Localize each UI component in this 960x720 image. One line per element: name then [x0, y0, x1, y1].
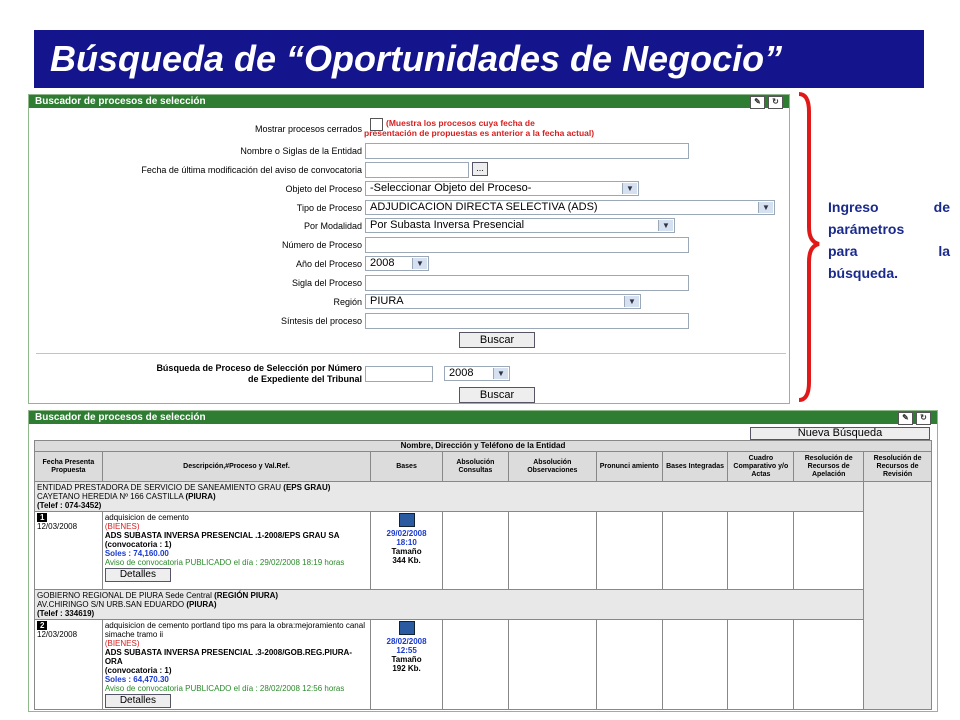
modalidad-select[interactable] [365, 218, 675, 233]
region-value: PIURA [370, 295, 404, 307]
desc-convocatoria: (convocatoria : 1) [104, 540, 172, 549]
bases-date: 29/02/2008 [386, 529, 427, 538]
entity-phone: (Telef : 334619) [37, 609, 95, 618]
bases-cell[interactable] [371, 512, 443, 590]
desc-soles: Soles : 74,160.00 [104, 549, 169, 558]
side-note-line3: para la [828, 243, 950, 259]
row-number: 2 [37, 621, 47, 630]
empty-cell [728, 620, 794, 710]
side-note-line2: parámetros [828, 221, 905, 237]
fecha-picker-button[interactable]: ... [472, 162, 488, 176]
tipo-select[interactable] [365, 200, 775, 215]
group-header: Nombre, Dirección y Teléfono de la Entidad [35, 441, 932, 452]
desc-type: (BIENES) [104, 639, 140, 648]
side-note-line4: búsqueda. [828, 265, 899, 281]
mostrar-cerrados-label: Mostrar procesos cerrados [254, 124, 362, 134]
search-panel-title: Buscador de procesos de selección [35, 96, 206, 107]
chevron-down-icon: ▼ [624, 296, 639, 307]
bases-size-label: Tamaño [391, 547, 422, 556]
col-header: Absolución Observaciones [508, 452, 596, 482]
expediente-label-2: de Expediente del Tribunal [247, 374, 362, 384]
desc-aviso: Aviso de convocatoria PUBLICADO el día : 28/02/2008 12:56 horas [104, 684, 345, 693]
fecha-input[interactable] [365, 162, 469, 178]
region-select[interactable] [365, 294, 641, 309]
entity-city: (PIURA) [185, 492, 216, 501]
expediente-input[interactable] [365, 366, 433, 382]
bases-time: 12:55 [396, 646, 417, 655]
numero-input[interactable] [365, 237, 689, 253]
col-header: Descripción,#Proceso y Val.Ref. [102, 452, 370, 482]
empty-cell [728, 512, 794, 590]
results-table [34, 440, 932, 710]
entity-address: AV.CHIRINGO S/N URB.SAN EDUARDO [37, 600, 187, 609]
bases-date: 28/02/2008 [386, 637, 427, 646]
entity-name: GOBIERNO REGIONAL DE PIURA Sede Central [37, 591, 215, 600]
tipo-value: ADJUDICACION DIRECTA SELECTIVA (ADS) [370, 201, 598, 213]
sigla-input[interactable] [365, 275, 689, 291]
entidad-input[interactable] [365, 143, 689, 159]
detalles-button[interactable]: Detalles [105, 568, 171, 582]
chevron-down-icon: ▼ [758, 202, 773, 213]
entidad-label: Nombre o Siglas de la Entidad [240, 146, 362, 156]
document-icon[interactable] [399, 621, 415, 635]
empty-cell [508, 512, 596, 590]
chevron-down-icon: ▼ [622, 183, 637, 194]
desc-process: ADS SUBASTA INVERSA PRESENCIAL .1-2008/EPS GRAU SA [104, 531, 340, 540]
empty-cell [864, 482, 932, 710]
desc-convocatoria: (convocatoria : 1) [104, 666, 172, 675]
entity-name: ENTIDAD PRESTADORA DE SERVICIO DE SANEAMIENTO GRAU [37, 483, 284, 492]
empty-cell [794, 512, 864, 590]
objeto-select[interactable] [365, 181, 639, 196]
desc-text: adquisicion de cemento [104, 513, 189, 522]
detalles-button[interactable]: Detalles [105, 694, 171, 708]
bases-size: 192 Kb. [392, 664, 421, 673]
expediente-anio-value: 2008 [449, 367, 474, 379]
col-header: Fecha Presenta Propuesta [35, 452, 103, 482]
objeto-label: Objeto del Proceso [285, 184, 362, 194]
anio-label: Año del Proceso [295, 259, 362, 269]
edit-icon[interactable]: ✎ [750, 96, 765, 109]
entity-address: CAYETANO HEREDIA Nº 166 CASTILLA [37, 492, 186, 501]
bases-time: 18:10 [396, 538, 417, 547]
chevron-down-icon: ▼ [412, 258, 427, 269]
entity-city: (PIURA) [186, 600, 217, 609]
side-note [828, 196, 950, 284]
mostrar-note-2: presentación de propuestas es anterior a la fecha actual) [364, 128, 595, 138]
entity-acronym: (REGIÓN PIURA) [214, 591, 279, 600]
results-panel-header [29, 411, 937, 424]
entity-cell [35, 590, 864, 620]
brace-icon [795, 92, 825, 402]
desc-soles: Soles : 64,470.30 [104, 675, 169, 684]
mostrar-note-1: (Muestra los procesos cuya fecha de [386, 118, 535, 128]
empty-cell [662, 620, 728, 710]
objeto-value: -Seleccionar Objeto del Proceso- [370, 182, 532, 194]
bases-cell[interactable] [371, 620, 443, 710]
empty-cell [442, 620, 508, 710]
col-header: Cuadro Comparativo y/o Actas [728, 452, 794, 482]
edit-icon[interactable]: ✎ [898, 412, 913, 425]
anio-select[interactable] [365, 256, 429, 271]
page-title: Búsqueda de “Oportunidades de Negocio” [34, 30, 924, 88]
table-row [35, 512, 932, 590]
desc-type: (BIENES) [104, 522, 140, 531]
refresh-icon[interactable]: ↻ [916, 412, 931, 425]
desc-process: ADS SUBASTA INVERSA PRESENCIAL .3-2008/GOB.REG.PIURA-ORA [104, 648, 352, 666]
desc-cell [102, 512, 370, 590]
refresh-icon[interactable]: ↻ [768, 96, 783, 109]
empty-cell [662, 512, 728, 590]
empty-cell [442, 512, 508, 590]
region-label: Región [333, 297, 362, 307]
date-cell [35, 512, 103, 590]
desc-aviso: Aviso de convocatoria PUBLICADO el día : 29/02/2008 18:19 horas [104, 558, 345, 567]
desc-cell [102, 620, 370, 710]
date-cell [35, 620, 103, 710]
nueva-busqueda-button[interactable]: Nueva Búsqueda [750, 427, 930, 440]
results-panel-title: Buscador de procesos de selección [35, 412, 206, 423]
empty-cell [794, 620, 864, 710]
col-header: Pronunci amiento [596, 452, 662, 482]
col-header: Resolución de Recursos de Revisión [864, 452, 932, 482]
entity-cell [35, 482, 864, 512]
buscar-expediente-button[interactable]: Buscar [459, 387, 535, 403]
numero-label: Número de Proceso [281, 240, 362, 250]
fecha-presenta: 12/03/2008 [37, 630, 78, 639]
empty-cell [596, 512, 662, 590]
expediente-label-1: Búsqueda de Proceso de Selección por Número [156, 363, 362, 373]
tipo-label: Tipo de Proceso [296, 203, 362, 213]
bases-size-label: Tamaño [391, 655, 422, 664]
empty-cell [596, 620, 662, 710]
modalidad-value: Por Subasta Inversa Presencial [370, 219, 525, 231]
sintesis-input[interactable] [365, 313, 689, 329]
search-panel-header [29, 95, 789, 108]
modalidad-label: Por Modalidad [303, 221, 362, 231]
sigla-label: Sigla del Proceso [291, 278, 362, 288]
divider [36, 353, 786, 354]
empty-cell [508, 620, 596, 710]
expediente-anio-select[interactable] [444, 366, 510, 381]
entity-phone: (Telef : 074-3452) [37, 501, 102, 510]
buscar-button[interactable]: Buscar [459, 332, 535, 348]
bases-size: 344 Kb. [392, 556, 421, 565]
document-icon[interactable] [399, 513, 415, 527]
desc-text: adquisicion de cemento portland tipo ms para la obra:mejoramiento canal simache tramo ii [104, 621, 365, 639]
col-header: Bases [371, 452, 443, 482]
col-header: Resolución de Recursos de Apelación [794, 452, 864, 482]
chevron-down-icon: ▼ [493, 368, 508, 379]
col-header: Absolución Consultas [442, 452, 508, 482]
row-number: 1 [37, 513, 47, 522]
col-header: Bases Integradas [662, 452, 728, 482]
fecha-presenta: 12/03/2008 [37, 522, 78, 531]
anio-value: 2008 [370, 257, 395, 269]
table-row [35, 620, 932, 710]
entity-acronym: (EPS GRAU) [283, 483, 331, 492]
sintesis-label: Síntesis del proceso [280, 316, 362, 326]
side-note-line1: Ingreso de [828, 199, 950, 215]
fecha-label: Fecha de última modificación del aviso de convocatoria [141, 165, 362, 175]
chevron-down-icon: ▼ [658, 220, 673, 231]
